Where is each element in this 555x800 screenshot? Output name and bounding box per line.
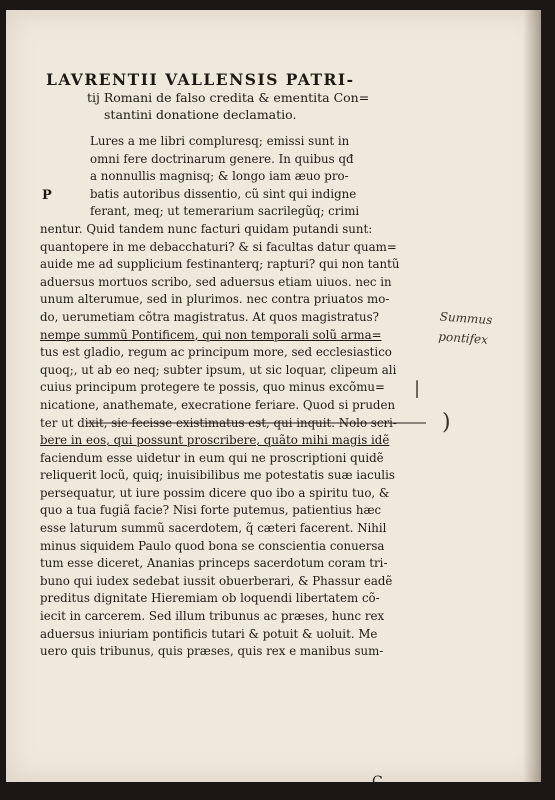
text-line: batis autoribus dissentio, cũ sint qui indigne bbox=[90, 186, 357, 201]
text-line: cuius principum protegere te possis, quo minus excõmu= bbox=[40, 380, 385, 395]
text-line: buno qui iudex sedebat iussit obuerberari, & Phassur eadẽ bbox=[40, 573, 393, 588]
text-line: ferant, meq; ut temerarium sacrilegũq; crimi bbox=[90, 204, 360, 219]
text-line: faciendum esse uidetur in eum qui ne proscriptioni quidẽ bbox=[40, 450, 384, 465]
text-line: reliquerit locũ, quiq; inuisibilibus me potestatis suæ iaculis bbox=[40, 468, 395, 483]
page-text-block bbox=[40, 70, 430, 661]
text-line: ter ut dixit, sic fecisse existimatus est, qui inquit. Nolo scri- bbox=[40, 415, 397, 430]
text-line: persequatur, ut iure possim dicere quo ibo a spiritu tuo, & bbox=[40, 485, 390, 500]
signature-mark: C bbox=[372, 774, 383, 790]
text-line: aduersus iniuriam pontificis tutari & potuit & uoluit. Me bbox=[40, 626, 378, 641]
text-line: auide me ad supplicium festinanterq; rapturi? qui non tantũ bbox=[40, 257, 400, 272]
text-line: aduersus mortuos scribo, sed aduersus etiam uiuos. nec in bbox=[40, 274, 392, 289]
body-text bbox=[40, 133, 430, 661]
text-line: esse laturum summũ sacerdotem, q̃ cæteri facerent. Nihil bbox=[40, 521, 387, 536]
text-line: omni fere doctrinarum genere. In quibus qđ bbox=[90, 151, 354, 166]
text-line: nicatione, anathemate, execratione feriare. Quod si pruden bbox=[40, 397, 396, 412]
text-line-underlined: bere in eos, qui possunt proscribere, quãto mihi magis idẽ bbox=[40, 433, 390, 448]
text-line: tum esse diceret, Ananias princeps sacerdotum coram tri- bbox=[40, 556, 388, 571]
text-line: uero quis tribunus, quis præses, quis rex e manibus sum- bbox=[40, 644, 384, 659]
text-line-underlined: nempe summũ Pontificem, qui non temporali solũ arma= bbox=[40, 327, 382, 342]
text-line: quo a tua fugiã facie? Nisi forte putemus, patientius hæc bbox=[40, 503, 382, 518]
text-line: nentur. Quid tandem nunc facturi quidam putandi sunt: bbox=[40, 221, 373, 236]
title-continuation: tij Romani de falso credita & ementita Con= bbox=[87, 90, 370, 105]
text-line: a nonnullis magnisq; & longo iam æuo pro- bbox=[90, 169, 349, 184]
book-page bbox=[6, 10, 541, 790]
page-title: LAVRENTII VALLENSIS PATRI- bbox=[46, 70, 355, 89]
text-line: do, uerumetiam cõtra magistratus. At quos magistratus? bbox=[40, 309, 379, 324]
margin-bracket-mark: ) bbox=[442, 410, 451, 435]
text-line: iecit in carcerem. Sed illum tribunus ac præses, hunc rex bbox=[40, 609, 385, 624]
title-continuation: stantini donatione declamatio. bbox=[104, 107, 297, 122]
text-line: quoq;, ut ab eo neq; subter ipsum, ut sic loquar, clipeum ali bbox=[40, 362, 397, 377]
text-line: Lures a me libri compluresq; emissi sunt in bbox=[90, 134, 350, 148]
text-line: tus est gladio, regum ac principum more, sed ecclesiastico bbox=[40, 345, 392, 360]
margin-tick-mark: | bbox=[414, 378, 421, 399]
text-line: preditus dignitate Hieremiam ob loquendi libertatem cõ- bbox=[40, 591, 380, 606]
text-line: unum alterumue, sed in plurimos. nec contra priuatos mo- bbox=[40, 292, 390, 307]
text-line: quantopere in me debacchaturi? & si facultas datur quam= bbox=[40, 239, 397, 254]
handwritten-margin-note: Summus pontifex bbox=[437, 309, 493, 347]
text-line: minus siquidem Paulo quod bona se conscientia conuersa bbox=[40, 538, 385, 553]
drop-initial: P bbox=[42, 188, 52, 203]
